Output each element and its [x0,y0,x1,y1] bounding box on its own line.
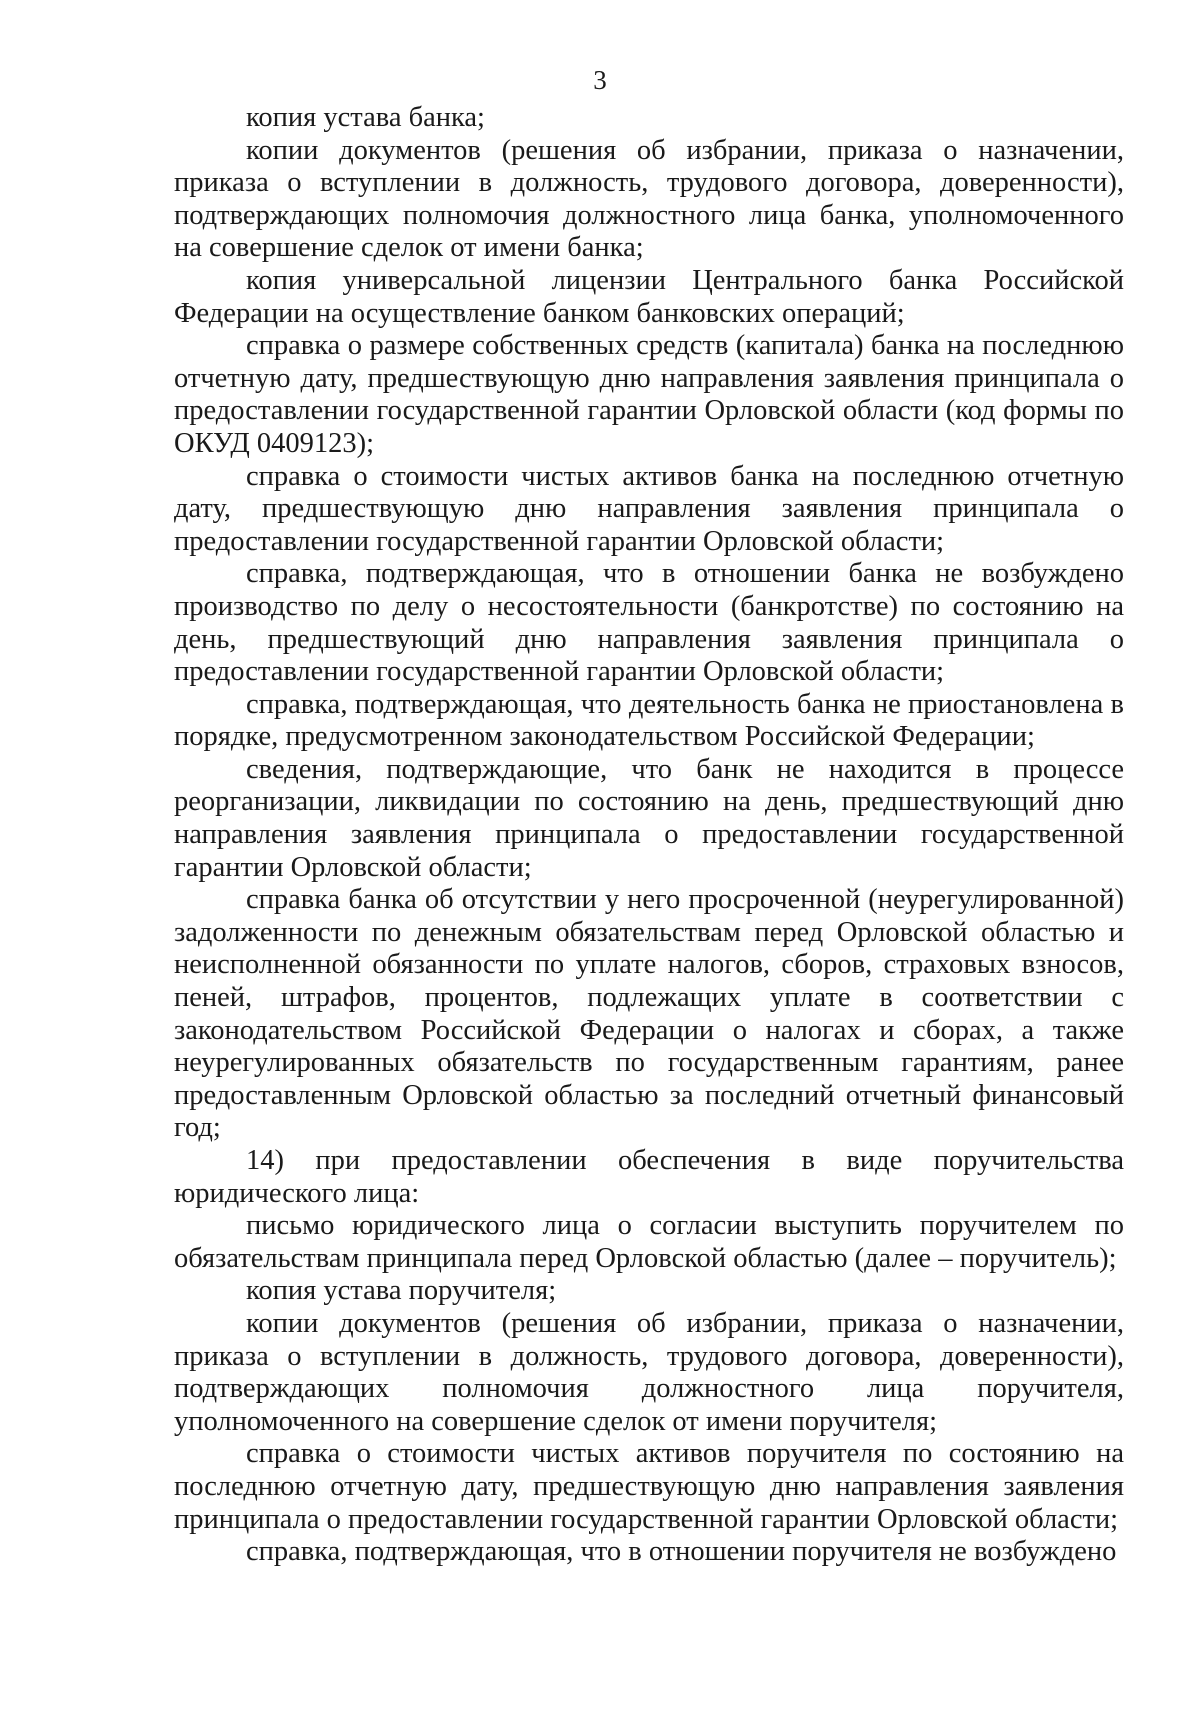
paragraph-bank-no-bankruptcy: справка, подтверждающая, что в отношении банка не возбуждено производство по делу о несостоятельности (банкротстве) по состоянию на день, предшествующий дню направления заявления принципала о предоставлении государственной гарантии Орловской области; [174,558,1124,688]
paragraph-bank-license: копия универсальной лицензии Центрального банка Российской Федерации на осуществление банком банковских операций; [174,264,1124,329]
paragraph-guarantor-no-bankruptcy: справка, подтверждающая, что в отношении поручителя не возбуждено [246,1536,1117,1568]
paragraph-bank-authority-docs: копии документов (решения об избрании, приказа о назначении, приказа о вступлении в должность, трудового договора, доверенности), подтверждающих полномочия должностного лица банка, уполномоченного на совершение сделок от имени банка; [174,134,1124,264]
paragraph-guarantor-letter: письмо юридического лица о согласии выступить поручителем по обязательствам принципала перед Орловской областью (далее – поручитель); [174,1210,1124,1274]
paragraph-bank-no-reorganization: сведения, подтверждающие, что банк не находится в процессе реорганизации, ликвидации по состоянию на день, предшествующий дню направления заявления принципала о предоставлении государственной гарантии Орловской области; [174,753,1124,883]
paragraph-guarantor-charter: копия устава поручителя; [246,1275,557,1307]
paragraph-bank-no-debt: справка банка об отсутствии у него просроченной (неурегулированной) задолженности по денежным обязательствам перед Орловской областью и неисполненной обязанности по уплате налогов, сборов, страховых взносов, пеней, штрафов, процентов, подлежащих уплате в соответствии с законодательством Российской Федерации о налогах и сборах, а также неурегулированных обязательств по государственным гарантиям, ранее предоставленным Орловской областью за последний отчетный финансовый год; [174,884,1124,1144]
document-body [174,102,1124,1569]
paragraph-guarantor-net-assets: справка о стоимости чистых активов поручителя по состоянию на последнюю отчетную дату, предшествующую дню направления заявления принципала о предоставлении государственной гарантии Орловской области; [174,1438,1124,1535]
paragraph-item-14: 14) при предоставлении обеспечения в виде поручительства юридического лица: [174,1145,1124,1209]
paragraph-guarantor-authority-docs: копии документов (решения об избрании, приказа о назначении, приказа о вступлении в должность, трудового договора, доверенности), подтверждающих полномочия должностного лица поручителя, уполномоченного на совершение сделок от имени поручителя; [174,1307,1124,1437]
paragraph-bank-not-suspended: справка, подтверждающая, что деятельность банка не приостановлена в порядке, предусмотренном законодательством Российской Федерации; [174,688,1124,753]
paragraph-bank-capital: справка о размере собственных средств (капитала) банка на последнюю отчетную дату, предшествующую дню направления заявления принципала о предоставлении государственной гарантии Орловской области (код формы по ОКУД 0409123); [174,330,1124,459]
paragraph-bank-charter: копия устава банка; [246,102,485,133]
paragraph-bank-net-assets: справка о стоимости чистых активов банка на последнюю отчетную дату, предшествующую дню направления заявления принципала о предоставлении государственной гарантии Орловской области; [174,460,1124,557]
page-number: 3 [593,65,607,95]
